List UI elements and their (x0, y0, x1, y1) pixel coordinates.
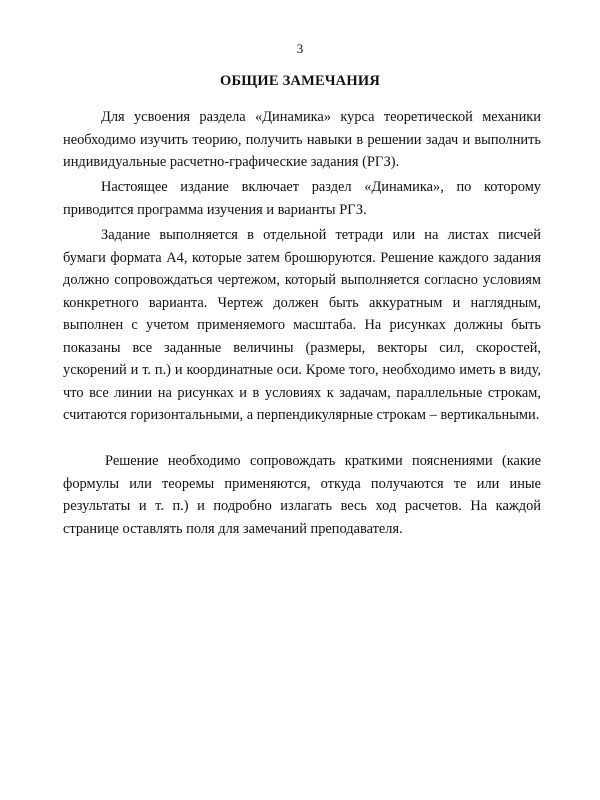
paragraph-3: Задание выполняется в отдельной тетради или на листах писчей бумаги формата А4, которые затем брошюруются. Решение каждого задания должно сопровождаться чертежом, который выполняется согласно условиям конкретного варианта. Чертеж должен быть аккуратным и наглядным, выполнен с учетом применяемого масштаба. На рисунках должны быть показаны все заданные величины (размеры, векторы сил, скоростей, ускорений и т. п.) и координатные оси. Кроме того, необходимо иметь в виду, что все линии на рисунках и в условиях к задачам, параллельные строкам, считаются горизонтальными, а перпендикулярные строкам – вертикальными. (63, 227, 541, 423)
page-number: 3 (296, 41, 304, 56)
paragraph-block-2 (63, 176, 541, 221)
paragraph-1: Для усвоения раздела «Динамика» курса теоретической механики необходимо изучить теорию, получить навыки в решении задач и выполнить индивидуальные расчетно-графические задания (РГЗ). (63, 109, 541, 170)
paragraph-block-3 (63, 224, 541, 427)
paragraph-2: Настоящее издание включает раздел «Динамика», по которому приводится программа изучения и варианты РГЗ. (63, 179, 541, 218)
paragraph-block-4 (63, 450, 541, 540)
paragraph-block-1 (63, 106, 541, 174)
paragraph-4: Решение необходимо сопровождать краткими пояснениями (какие формулы или теоремы применяются, откуда получаются те или иные результаты и т. п.) и подробно излагать весь ход расчетов. На каждой странице оставлять поля для замечаний преподавателя. (63, 453, 541, 537)
page-title: ОБЩИЕ ЗАМЕЧАНИЯ (220, 73, 380, 89)
